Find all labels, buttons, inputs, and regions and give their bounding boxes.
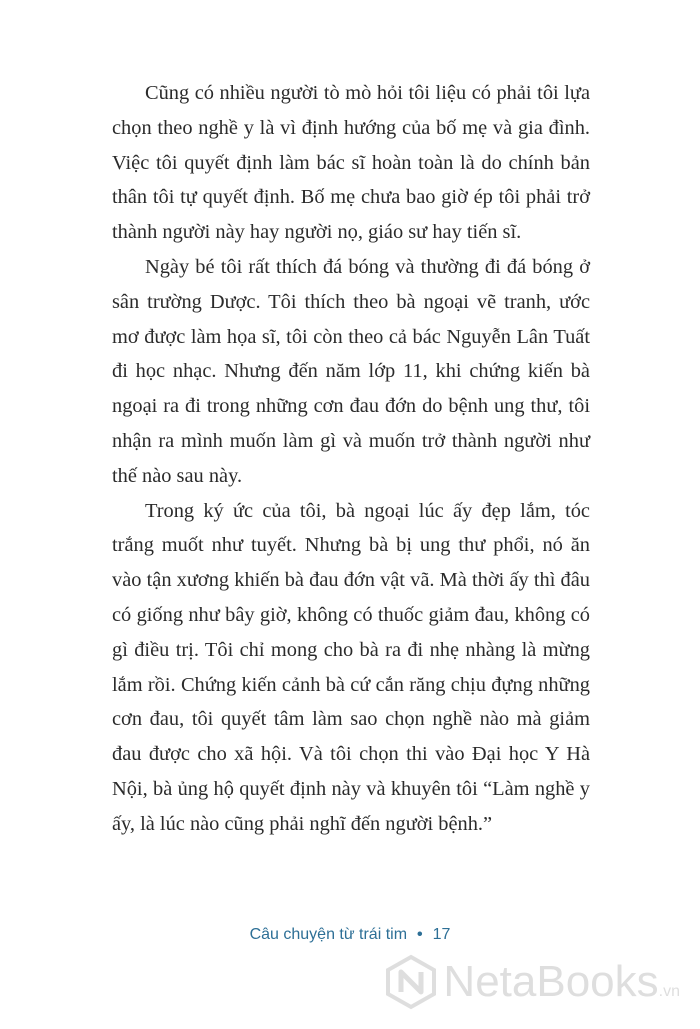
watermark-suffix: .vn (658, 983, 680, 1000)
paragraph-1: Cũng có nhiều người tò mò hỏi tôi liệu có phải tôi lựa chọn theo nghề y là vì định hướng của bố mẹ và gia đình. Việc tôi quyết định làm bác sĩ hoàn toàn là do chính bản thân tôi tự quyết định. Bố mẹ chưa bao giờ ép tôi phải trở thành người này hay người nọ, giáo sư hay tiến sĩ. (112, 82, 590, 244)
body-text (112, 76, 590, 842)
watermark-text (443, 957, 680, 1007)
netabooks-logo-icon (383, 954, 439, 1010)
page-footer (0, 926, 700, 944)
watermark-brand: NetaBooks (443, 957, 659, 1006)
watermark (383, 954, 680, 1010)
footer-separator: • (417, 926, 423, 943)
paragraph-3: Trong ký ức của tôi, bà ngoại lúc ấy đẹp lắm, tóc trắng muốt như tuyết. Nhưng bà bị ung thư phổi, nó ăn vào tận xương khiến bà đau đớn vật vã. Mà thời ấy thì đâu có giống như bây giờ, không có thuốc giảm đau, không có gì điều trị. Tôi chỉ mong cho bà ra đi nhẹ nhàng là mừng lắm rồi. Chứng kiến cảnh bà cứ cắn răng chịu đựng những cơn đau, tôi quyết tâm làm sao chọn nghề nào mà giảm đau được cho xã hội. Và tôi chọn thi vào Đại học Y Hà Nội, bà ủng hộ quyết định này và khuyên tôi “Làm nghề y ấy, là lúc nào cũng phải nghĩ đến người bệnh.” (112, 499, 590, 835)
page-number: 17 (432, 926, 451, 943)
paragraph-2: Ngày bé tôi rất thích đá bóng và thường đi đá bóng ở sân trường Dược. Tôi thích theo bà ngoại vẽ tranh, ước mơ được làm họa sĩ, tôi còn theo cả bác Nguyễn Lân Tuất đi học nhạc. Nhưng đến năm lớp 11, khi chứng kiến bà ngoại ra đi trong những cơn đau đớn do bệnh ung thư, tôi nhận ra mình muốn làm gì và muốn trở thành người như thế nào sau này. (112, 255, 590, 487)
book-title: Câu chuyện từ trái tim (249, 926, 408, 943)
